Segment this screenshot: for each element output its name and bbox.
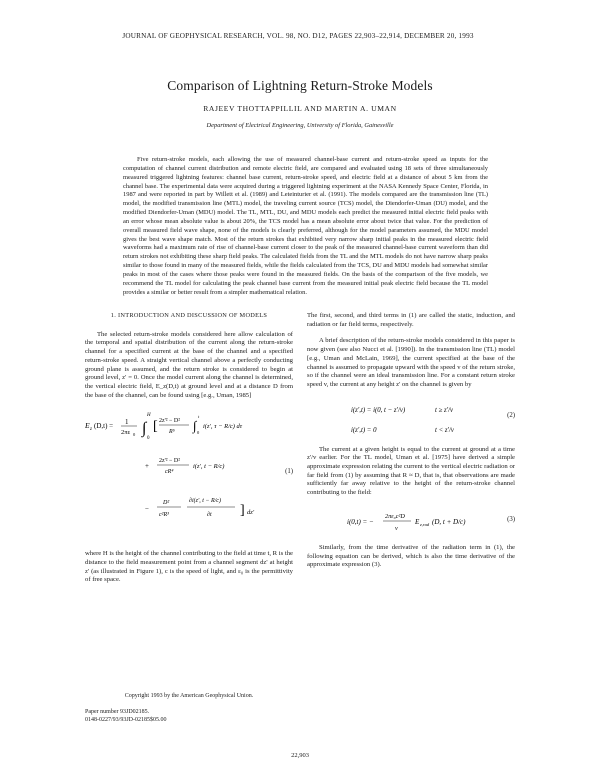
intro-paragraph-1: The selected return-stroke models considered here allow calculation of the temporal and spatial distribution of the current along the return-stroke channel for a specified current at the base of the channel and a specified return-stroke speed. A straight vertical channel above a perfectly conducting ground plane is assumed, and the return stroke is considered to begin at ground level, z' = 0. Once the model current along the channel is determined, the vertical electric field, E_z(D,t) at ground level and at a distance D from the base of the channel, can be found using [e.g., Uman, 1985] — [85, 330, 293, 399]
page-number: 22,903 — [291, 752, 309, 759]
right-paragraph-1: The first, second, and third terms in (1) are called the static, induction, and radiation or far field terms, respectively. — [307, 312, 515, 328]
svg-text:i(z',t) = 0: i(z',t) = 0 — [351, 426, 377, 434]
svg-text:t < z'/v: t < z'/v — [435, 426, 454, 434]
article-title: Comparison of Lightning Return-Stroke Models — [167, 78, 433, 93]
right-paragraph-4: Similarly, from the time derivative of the radiation term in (1), the following equation can be derived, which is also the time derivative of the approximate expression (3). — [307, 543, 515, 569]
equation-2-formula — [307, 396, 497, 440]
svg-text:cR⁴: cR⁴ — [165, 469, 174, 476]
svg-text:0: 0 — [197, 430, 200, 436]
svg-text:v: v — [395, 524, 398, 532]
svg-text:2z'² − D²: 2z'² − D² — [159, 418, 181, 425]
svg-text:]: ] — [240, 503, 245, 519]
paper-info — [85, 708, 293, 724]
svg-text:H: H — [147, 413, 151, 419]
right-paragraph-2: A brief description of the return-stroke models considered in this paper is now given (see also Nucci et al. [1990]). In the transmission line (TL) model [e.g., Uman and McLain, 1969], the current specified at the base of the channel is assumed to propagate upward with the speed v of the return stroke, so if the channel were an ideal transmission line. For a constant return stroke speed v, the current at any height z' on the channel is given by — [307, 337, 515, 388]
right-column — [307, 312, 515, 570]
svg-text:t: t — [198, 414, 200, 420]
svg-text:z,rad: z,rad — [420, 521, 430, 527]
svg-text:i(z', τ − R/c) dτ: i(z', τ − R/c) dτ — [203, 423, 243, 431]
equation-1-formula — [85, 406, 275, 544]
svg-text:2πε₀c²D: 2πε₀c²D — [385, 512, 405, 520]
svg-text:t ≥ z'/v: t ≥ z'/v — [435, 406, 454, 414]
svg-text:dz': dz' — [247, 509, 255, 517]
svg-text:−: − — [145, 505, 149, 514]
article-affiliation: Department of Electrical Engineering, University of Florida, Gainesville — [206, 122, 394, 129]
svg-text:(D,t) =: (D,t) = — [94, 422, 114, 431]
section-heading: 1. INTRODUCTION AND DISCUSSION OF MODELS — [110, 312, 268, 319]
left-column — [85, 312, 293, 585]
svg-text:[: [ — [153, 419, 158, 435]
equation-2 — [307, 396, 515, 440]
svg-text:∫: ∫ — [193, 418, 197, 434]
equation-3-formula — [307, 504, 497, 538]
svg-text:1: 1 — [125, 418, 129, 427]
equation-2-number: (2) — [507, 411, 515, 419]
svg-text:2πε: 2πε — [121, 429, 131, 437]
intro-paragraph-2: where H is the height of the channel contributing to the field at time t, R is the distance to the field measurement point from a channel segment dz' at height z' (as illustrated in Figure 1), c is the speed of light, and ε₀ is the permittivity of free space. — [85, 550, 293, 584]
svg-text:c²R³: c²R³ — [159, 512, 169, 519]
svg-text:i(z',t) = i(0, t − z'/v): i(z',t) = i(0, t − z'/v) — [351, 406, 406, 414]
svg-text:R⁵: R⁵ — [169, 429, 175, 436]
svg-text:+: + — [145, 462, 149, 471]
equation-1-number: (1) — [285, 468, 293, 476]
equation-3 — [307, 504, 515, 538]
running-head: JOURNAL OF GEOPHYSICAL RESEARCH, VOL. 98, NO. D12, PAGES 22,903–22,914, DECEMBER 20, 1993 — [122, 32, 474, 40]
svg-text:E: E — [415, 517, 420, 526]
svg-text:0: 0 — [147, 436, 150, 442]
svg-text:∂i(z', t − R/c): ∂i(z', t − R/c) — [189, 498, 221, 505]
svg-text:i(0,t) = −: i(0,t) = − — [347, 517, 374, 526]
svg-text:E: E — [85, 421, 90, 431]
copyright-notice: Copyright 1993 by the American Geophysical Union. — [124, 693, 254, 699]
abstract: Five return-stroke models, each allowing the use of measured channel-base current and return-stroke speed as inputs for the computation of channel current distribution and remote electric field, are compared and evaluated using 18 sets of three simultaneously measured triggered lightning features: channel base current, return-stroke speed, and electric field at a distance of about 5 km from the channel base. The experimental data were acquired during a triggered lightning experiment at the NASA Kennedy Space Center, Florida, in 1987 and were reported in part by Willett et al. (1989) and Leteinturier et al. (1991). The models compared are the transmission line (TL) model, the modified transmission line (MTL) model, the traveling current source (TCS) model, the Diendorfer-Uman (DU) model, and the modified Diendorfer-Uman (MDU) model. The TL, MTL, DU, and MDU models each predict the measured initial electric field peaks with an error whose mean absolute value is about 20%, the TCS model has a mean absolute error about twice that value. For the prediction of overall measured field wave shape, none of the models is clearly preferred, although for the model parameters assumed, the MDU model gives the best wave shape match. Most of the return strokes that exhibited very narrow sharp initial peaks in the measured electric field waveforms had a maximum rate of rise of channel-base current closer to the peak of the measured channel-base current waveform than did return strokes not exhibiting these sharp field peaks. The calculated fields from the TL and the MTL models do not have narrow sharp peaks similar to those found in many of the measured fields, while the fields calculated from the TCS, DU and MDU models had somewhat similar peaks in most of the cases where those peaks were found in the measured fields. On the basis of the comparison of the five models, we recommend the TL model for calculating the peak channel base current from the measured initial peak electric field because the TL model provides a similar or better result from a simpler mathematical relation. — [123, 156, 488, 296]
paper-number: Paper number 93JD02185. — [85, 709, 150, 715]
equation-1 — [85, 406, 293, 544]
article-authors: RAJEEV THOTTAPPILLIL AND MARTIN A. UMAN — [203, 104, 397, 113]
svg-text:2z'² − D²: 2z'² − D² — [159, 458, 181, 465]
svg-text:i(z', t − R/c): i(z', t − R/c) — [193, 463, 225, 471]
svg-text:D²: D² — [163, 500, 170, 507]
issn-code: 0148-0227/93/93JD-02185$05.00 — [85, 717, 167, 723]
svg-text:0: 0 — [133, 432, 136, 438]
svg-text:(D, t + D/c): (D, t + D/c) — [432, 517, 466, 526]
right-paragraph-3: The current at a given height is equal to the current at ground at a time z'/v earlier. For the TL model, Uman et al. [1975] have derived a simple approximate expression relating the current to the vertical electric radiation or far field from (1) by assuming that R ≈ D, that is, that observations are made sufficiently far away relative to the height of the return-stroke channel contributing to the field: — [307, 445, 515, 497]
svg-text:z: z — [90, 427, 92, 433]
equation-3-number: (3) — [507, 515, 515, 523]
svg-text:∂t: ∂t — [207, 512, 212, 519]
svg-text:∫: ∫ — [142, 420, 147, 438]
